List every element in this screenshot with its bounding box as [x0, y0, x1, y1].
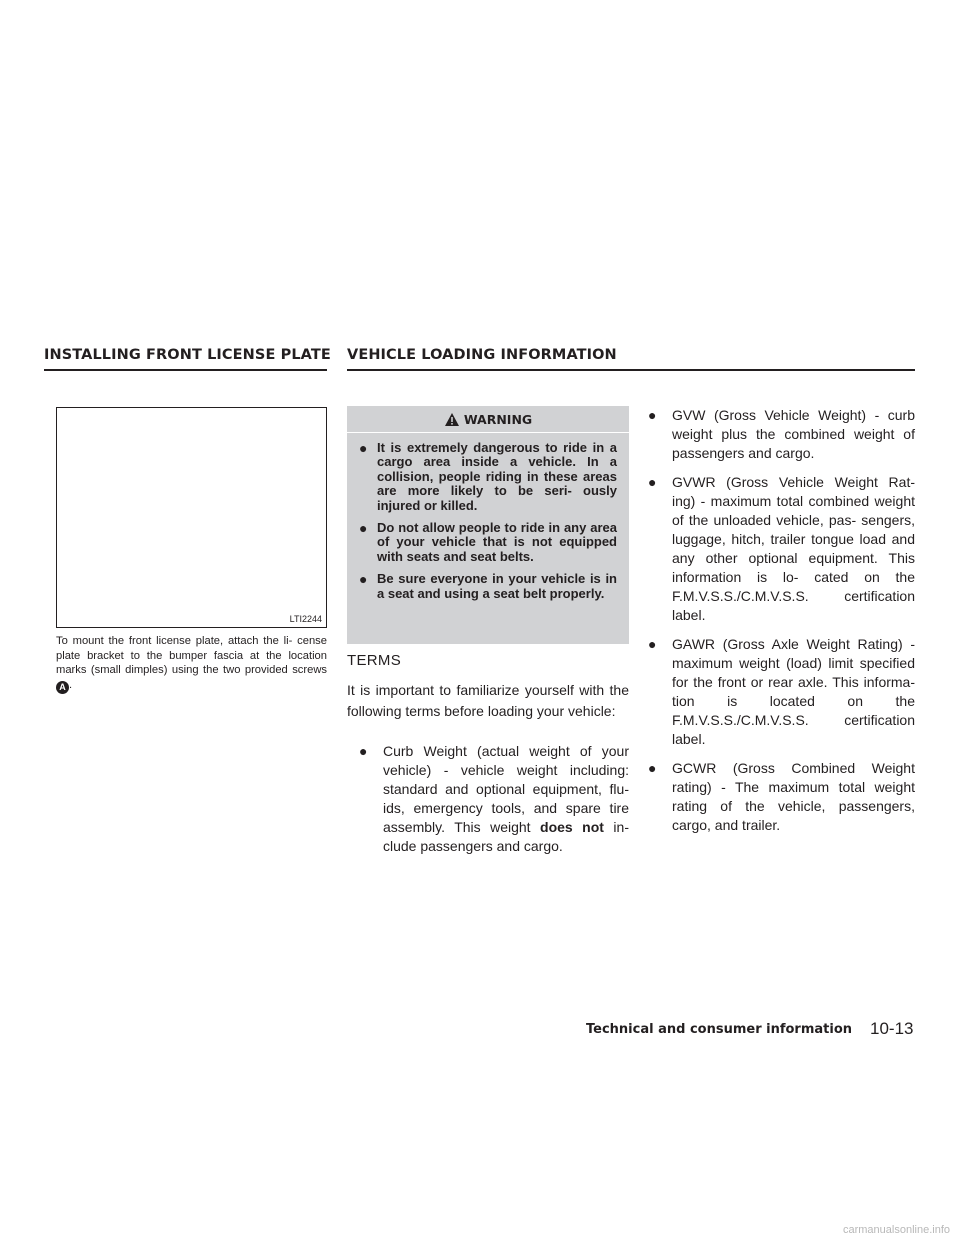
warning-item [359, 521, 617, 564]
term-gvw [648, 406, 915, 463]
warning-item-text: Be sure everyone in your vehicle is in a seat and using a seat belt properly. [377, 571, 617, 601]
caption-text: To mount the front license plate, attach the li- cense plate bracket to the bumper fascia at the location marks (small dimples) using the two provided screws [56, 635, 327, 677]
term-text: GCWR (Gross Combined Weight rating) - The maximum total weight rating of the vehicle, passengers, cargo, and trailer. [672, 760, 915, 833]
bullet-icon: ● [359, 743, 368, 759]
warning-item-text: Do not allow people to ride in any area of your vehicle that is not equipped with seats and seat belts. [377, 520, 617, 564]
curb-weight-emphasis: does not [540, 819, 604, 835]
term-text [383, 742, 629, 856]
warning-box [347, 406, 629, 644]
warning-heading: WARNING [463, 411, 533, 427]
bullet-icon: ● [359, 440, 368, 456]
term-gvwr [648, 473, 915, 625]
section-rule-left [44, 369, 327, 371]
footer-section-name: Technical and consumer information [586, 1022, 853, 1037]
term-gcwr [648, 759, 915, 835]
bullet-icon: ● [648, 474, 657, 490]
bullet-icon: ● [648, 407, 657, 423]
license-plate-figure [56, 407, 327, 628]
warning-triangle-icon [444, 412, 460, 427]
terms-intro: It is important to familiarize yourself with the following terms before loading your vehicle: [347, 682, 629, 719]
section-title-license-plate: INSTALLING FRONT LICENSE PLATE [44, 347, 331, 363]
warning-header [359, 406, 617, 432]
term-text: GVWR (Gross Vehicle Weight Rat- ing) - maximum total combined weight of the unloaded vehicle, pas- sengers, luggage, hitch, trailer tongue load and any other optional equipment. This information is lo- cated on the F.M.V.S.S./C.M.V.S.S. certification label. [672, 474, 915, 623]
callout-a-icon: A [56, 681, 69, 694]
bullet-icon: ● [359, 520, 368, 537]
section-title-vehicle-loading: VEHICLE LOADING INFORMATION [347, 347, 617, 363]
term-curb-weight [359, 742, 629, 856]
term-gawr [648, 635, 915, 749]
warning-item [359, 572, 617, 601]
figure-code: LTI2244 [289, 614, 322, 624]
watermark: carmanualsonline.info [842, 1224, 950, 1236]
terms-list [648, 406, 915, 845]
warning-item-text: It is extremely dangerous to ride in a cargo area inside a vehicle. In a collision, people riding in these areas are more likely to be seri- ously injured or killed. [377, 440, 617, 513]
section-rule-right [347, 369, 915, 371]
bullet-icon: ● [648, 636, 657, 652]
term-text: GVW (Gross Vehicle Weight) - curb weight plus the combined weight of passengers and cargo. [672, 407, 915, 461]
warning-item [359, 441, 617, 513]
warning-divider [347, 432, 629, 433]
caption-end: . [69, 678, 73, 691]
license-plate-caption [56, 634, 327, 694]
term-text: GAWR (Gross Axle Weight Rating) - maximum weight (load) limit specified for the front or rear axle. This informa- tion is located on the F.M.V.S.S./C.M.V.S.S. certification label. [672, 636, 915, 747]
terms-heading: TERMS [347, 652, 401, 669]
bullet-icon: ● [648, 760, 657, 776]
curb-weight-text-end: in- clude passengers and cargo. [383, 819, 629, 854]
curb-weight-text: Curb Weight (actual weight of your vehicle) - vehicle weight including: standard and optional equipment, flu- ids, emergency tools, and spare tire assembly. This weight [383, 743, 629, 835]
page-number: 10-13 [870, 1019, 914, 1038]
bullet-icon: ● [359, 571, 368, 588]
